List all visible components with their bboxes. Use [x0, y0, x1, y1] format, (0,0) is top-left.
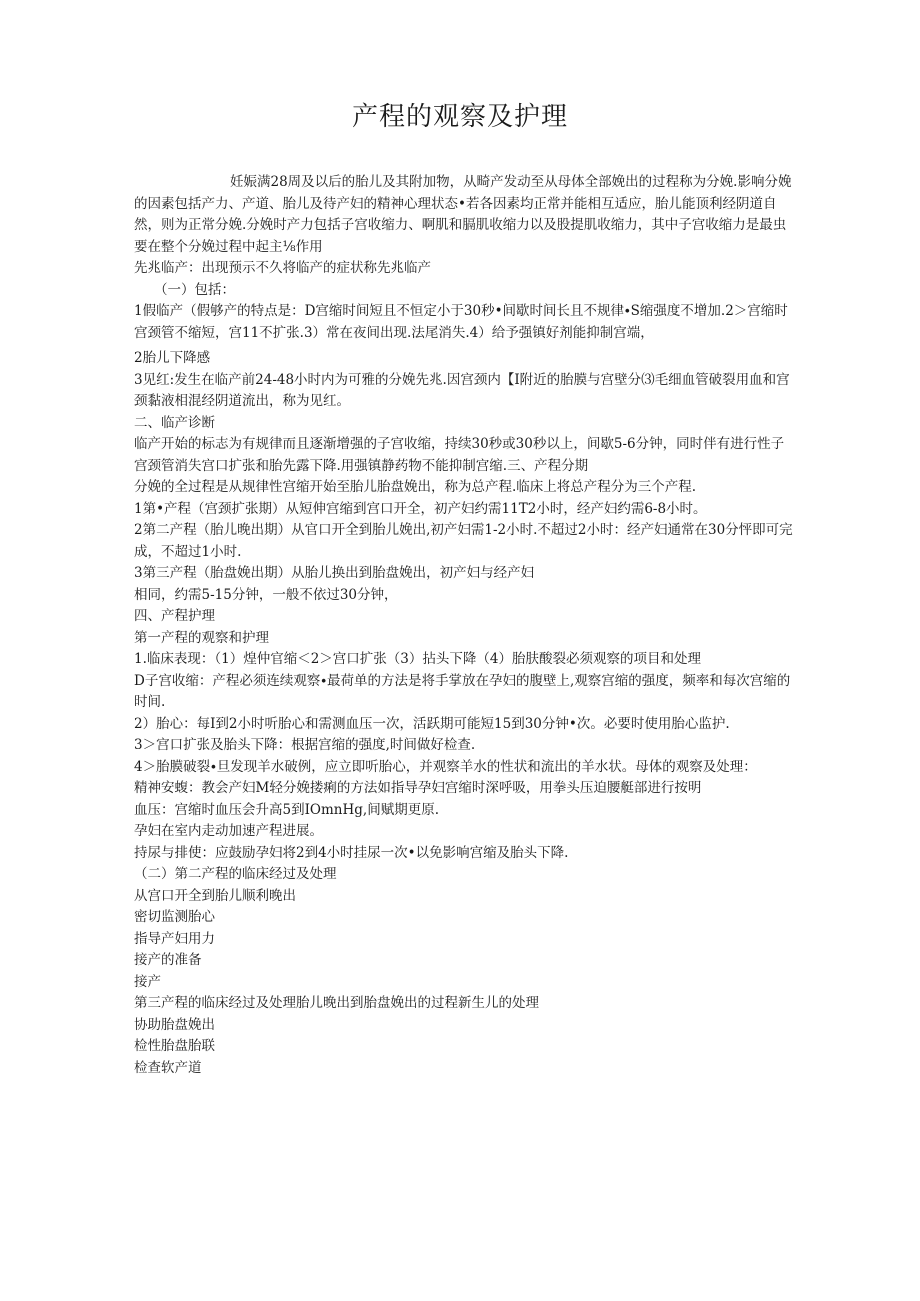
paragraph: 4＞胎膜破裂∙旦发现羊水破例，应立即听胎心，并观察羊水的性状和流出的羊水状。母体的观察及处理： — [134, 758, 757, 775]
list-item: 检查软产道 — [134, 1059, 202, 1076]
list-item: 指导产妇用力 — [134, 930, 215, 947]
intro-paragraph: 妊娠满28周及以后的胎儿及其附加物，从畸产发动至从母体全部娩出的过程称为分娩.影响分娩的因素包括产力、产道、胎儿及待产妇的精神心理状态•若各因素均正常并能相互适应，胎儿能顶利经阴道自然，则为正常分娩.分娩时产力包括子宫收缩力、啊肌和膈肌收缩力以及股提肌收缩力，其中子宫收缩力是最虫要在整个分娩过程中起主⅛作用 — [134, 174, 792, 255]
paragraph: 相同，约需5-15分钟，一般不依过30分钟， — [134, 586, 398, 603]
paragraph: 3见红:发生在临产前24-48小时内为可雅的分娩先兆.因宫颈内【I附近的胎膜与宫壁分⑶毛细血管破裂用血和宫颈黏液相混经阴道流出，称为见红。 — [134, 371, 790, 409]
document-body — [134, 172, 796, 1079]
paragraph: 分娩的全过程是从规律性宫缩开始至胎儿胎盘娩出，称为总产程.临床上将总产程分为三个产程. — [134, 479, 697, 495]
paragraph: 持尿与排使：应鼓励孕妇将2到4小时挂尿一次•以免影响宫缩及胎头下降. — [134, 844, 569, 861]
paragraph: 临产开始的标志为有规律而且逐渐增强的子宫收缩，持续30秒或30秒以上，间歇5-6分钟，同时伴有进行性子宫颈管消失宫口扩张和胎先露下降.用强镇静药物不能抑制宫缩.三、产程分期 — [134, 436, 785, 474]
list-item: 接产 — [134, 973, 161, 990]
list-item: 检性胎盘胎联 — [134, 1038, 215, 1054]
paragraph: 先兆临产：出现预示不久将临产的症状称先兆临产 — [134, 260, 431, 276]
paragraph: 1.临床表现：（1）煌仲官缩＜2＞宫口扩张（3）拈头下降（4）胎肤酸裂必须观察的项目和处理 — [134, 651, 701, 667]
section-heading: （一）包括： — [154, 281, 235, 298]
document-title: 产程的观察及护理 — [351, 102, 568, 132]
paragraph: 2胎儿下降感 — [134, 350, 211, 366]
section-heading: 二、临产诊断 — [134, 414, 215, 431]
paragraph: 第三产程的临床经过及处理胎儿晚出到胎盘娩出的过程新生儿的处理 — [134, 995, 539, 1011]
paragraph: 3第三产程（胎盘娩出期）从胎儿换出到胎盘娩出，初产妇与经产妇 — [134, 565, 535, 581]
list-item: 协助胎盘娩出 — [134, 1016, 215, 1033]
paragraph: 精神安蝮：教会产妇M轻分娩搂痢的方法如指导孕妇宫缩时深呼吸，用拳头压迫腰艇部进行按明 — [134, 780, 702, 796]
paragraph: 孕妇在室内走动加速产程进展。 — [134, 823, 323, 839]
paragraph: D子宫收缩：产程必须连续观察∙最荷单的方法是将手掌放在孕妇的腹壁上,观察宫缩的强度，频率和每次宫缩的时间. — [134, 672, 791, 710]
paragraph: 1第•产程（宫颈扩张期）从短伸宫缩到宫口开全，初产妇约需11T2小时，经产妇约需6-8小时。 — [134, 500, 707, 517]
list-item: 接产的准备 — [134, 952, 202, 968]
paragraph: 血压：宫缩时血压会升高5到IOmnHg,间赋期更原. — [134, 801, 439, 818]
list-item: 从宫口开全到胎儿顺利晚出 — [134, 887, 296, 904]
list-item: 密切监测胎心 — [134, 909, 215, 925]
section-heading: （二）第二产程的临床经过及处理 — [134, 866, 337, 882]
section-heading: 第一产程的观察和护理 — [134, 629, 269, 646]
section-heading: 四、产程护理 — [134, 608, 215, 624]
paragraph: 2第二产程（胎儿晚出期）从官口开全到胎儿娩出,初产妇需1-2小时.不超过2小时：经产妇通常在30分怦即可完成，不超过1小时. — [134, 522, 793, 560]
paragraph: 2）胎心：每I到2小时听胎心和需测血压一次，活跃期可能短15到30分钟•次。必要时使用胎心监护. — [134, 715, 730, 732]
paragraph: 3＞宫口扩张及胎头下降：根据宫缩的强度,时间做好检查. — [134, 737, 476, 753]
paragraph: 1假临产（假够产的特点是：D宫缩时间短且不恒定小于30秒•间歇时间长且不规律∙S缩强度不增加.2＞宫缩时宫颈管不缩短，宫11不扩张.3）常在夜间出现.法尾消失.4）给予强镇好剂能抑制宫端， — [134, 303, 788, 341]
